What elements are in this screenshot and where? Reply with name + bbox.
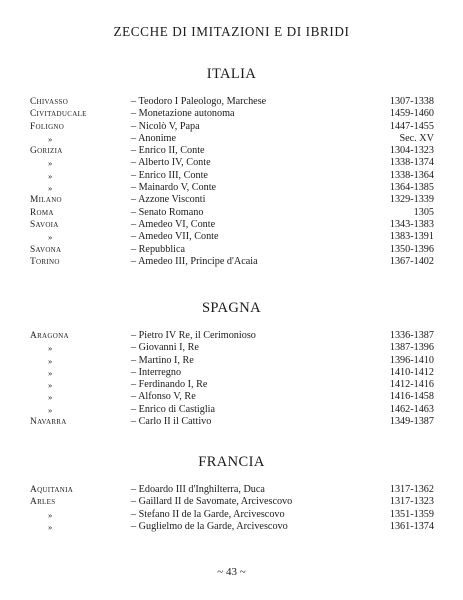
mint-name: Aquitania (30, 485, 74, 495)
table-row (0, 521, 463, 533)
issuer-description: – Amedeo VI, Conte (131, 218, 216, 230)
issuer-description: – Enrico III, Conte (131, 169, 208, 181)
ditto-mark: » (48, 355, 53, 366)
date-range: 1383-1391 (389, 231, 434, 243)
table-row (0, 256, 463, 268)
section-title: FRANCIA (198, 454, 265, 470)
table-row (0, 244, 463, 256)
table-row (0, 367, 463, 379)
date-range: 1307-1338 (389, 96, 434, 107)
mint-name: Aragona (30, 331, 69, 341)
table-row (0, 182, 463, 194)
date-range: 1305 (413, 206, 434, 218)
issuer-description: – Ferdinando I, Re (131, 379, 208, 391)
section-title: ITALIA (206, 66, 257, 82)
date-range: 1396-1410 (389, 354, 434, 366)
issuer-description: – Guglielmo de la Garde, Arcivescovo (131, 520, 288, 532)
table-row (0, 355, 463, 367)
issuer-description: – Amedeo VII, Conte (131, 231, 219, 243)
ditto-mark: » (48, 133, 53, 144)
date-range: 1361-1374 (389, 520, 434, 532)
ditto-mark: » (48, 521, 53, 532)
ditto-mark: » (48, 367, 53, 378)
mint-name: Torino (30, 256, 60, 267)
date-range: 1416-1458 (389, 391, 434, 403)
date-range: 1343-1383 (389, 218, 434, 230)
date-range: 1350-1396 (389, 243, 434, 255)
date-range: 1304-1323 (389, 145, 434, 157)
mint-name: Savoia (30, 219, 59, 230)
date-range: Sec. XV (399, 132, 434, 144)
ditto-mark: » (48, 380, 53, 391)
date-range: 1349-1387 (389, 416, 434, 428)
table-row (0, 379, 463, 391)
section-italia (0, 64, 463, 268)
date-range: 1412-1416 (389, 379, 434, 391)
section-title: SPAGNA (201, 300, 262, 316)
date-range: 1317-1323 (389, 496, 434, 508)
table-row (0, 219, 463, 231)
ditto-mark: » (48, 232, 53, 243)
date-range: 1462-1463 (389, 403, 434, 415)
issuer-description: – Azzone Visconti (131, 194, 206, 206)
entry-list (0, 330, 463, 428)
table-row (0, 157, 463, 169)
issuer-description: – Enrico di Castiglia (131, 403, 216, 415)
issuer-description: – Anonime (131, 132, 176, 144)
table-row (0, 108, 463, 120)
table-row (0, 404, 463, 416)
issuer-description: – Repubblica (131, 243, 186, 255)
issuer-description: – Alberto IV, Conte (131, 157, 211, 169)
date-range: 1351-1359 (389, 508, 434, 520)
issuer-description: – Stefano II de la Garde, Arcivescovo (131, 508, 285, 520)
date-range: 1387-1396 (389, 342, 434, 354)
issuer-description: – Interregno (131, 366, 182, 378)
table-row (0, 342, 463, 354)
table-row (0, 133, 463, 145)
issuer-description: – Pietro IV Re, il Cerimonioso (131, 330, 256, 341)
issuer-description: – Teodoro I Paleologo, Marchese (131, 96, 267, 107)
mint-name: Roma (30, 207, 54, 218)
issuer-description: – Mainardo V, Conte (131, 182, 217, 194)
ditto-mark: » (48, 183, 53, 194)
issuer-description: – Carlo II il Cattivo (131, 416, 212, 428)
mint-name: Navarra (30, 417, 67, 428)
section-spagna (0, 298, 463, 428)
table-row (0, 145, 463, 157)
entry-list (0, 96, 463, 268)
issuer-description: – Edoardo III d'Inghilterra, Duca (131, 484, 265, 495)
table-row (0, 207, 463, 219)
issuer-description: – Alfonso V, Re (131, 391, 196, 403)
date-range: 1410-1412 (389, 366, 434, 378)
issuer-description: – Nicolò V, Papa (131, 120, 200, 132)
table-row (0, 484, 463, 496)
table-row (0, 231, 463, 243)
issuer-description: – Gaillard II de Savomate, Arcivescovo (131, 496, 293, 508)
table-row (0, 330, 463, 342)
table-row (0, 194, 463, 206)
ditto-mark: » (48, 509, 53, 520)
table-row (0, 496, 463, 508)
ditto-mark: » (48, 404, 53, 415)
date-range: 1338-1364 (389, 169, 434, 181)
mint-name: Arles (30, 497, 56, 508)
date-range: 1364-1385 (389, 182, 434, 194)
mint-name: Savona (30, 244, 62, 255)
mint-name: Gorizia (30, 146, 63, 157)
mint-name: Foligno (30, 121, 65, 132)
ditto-mark: » (48, 170, 53, 181)
issuer-description: – Amedeo III, Principe d'Acaia (131, 255, 258, 267)
date-range: 1447-1455 (389, 120, 434, 132)
mint-name: Chivasso (30, 97, 69, 107)
section-francia (0, 452, 463, 533)
table-row (0, 170, 463, 182)
date-range: 1317-1362 (389, 484, 434, 495)
table-row (0, 416, 463, 428)
date-range: 1336-1387 (389, 330, 434, 341)
ditto-mark: » (48, 343, 53, 354)
issuer-description: – Giovanni I, Re (131, 342, 199, 354)
date-range: 1367-1402 (389, 255, 434, 267)
date-range: 1329-1339 (389, 194, 434, 206)
page-title: ZECCHE DI IMITAZIONI E DI IBRIDI (113, 24, 350, 39)
issuer-description: – Monetazione autonoma (131, 108, 235, 120)
date-range: 1338-1374 (389, 157, 434, 169)
table-row (0, 96, 463, 108)
entry-list (0, 484, 463, 533)
mint-name: Civitaducale (30, 109, 87, 120)
page-number: ~ 43 ~ (217, 566, 246, 578)
ditto-mark: » (48, 392, 53, 403)
issuer-description: – Senato Romano (131, 206, 204, 218)
table-row (0, 121, 463, 133)
table-row (0, 391, 463, 403)
issuer-description: – Martino I, Re (131, 354, 194, 366)
table-row (0, 509, 463, 521)
ditto-mark: » (48, 158, 53, 169)
date-range: 1459-1460 (389, 108, 434, 120)
issuer-description: – Enrico II, Conte (131, 145, 205, 157)
mint-name: Milano (30, 195, 62, 206)
